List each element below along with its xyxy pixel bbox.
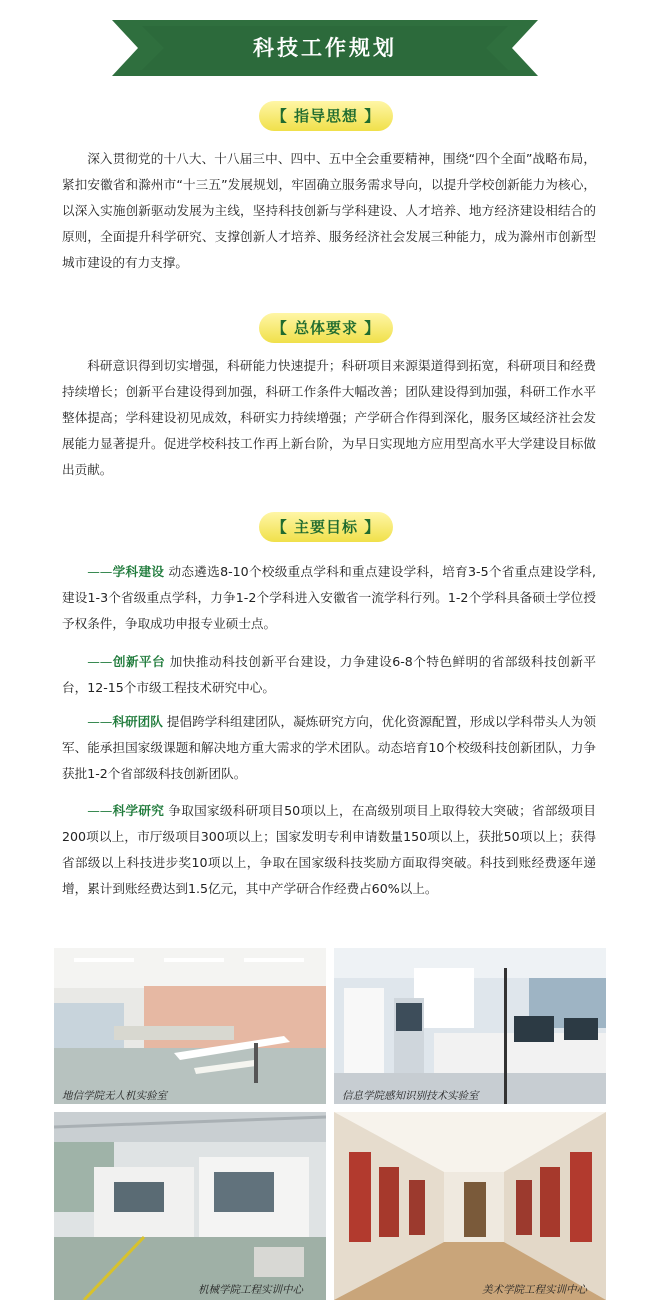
goal-text: 争取国家级科研项目50项以上，在高级别项目上取得较大突破；省部级项目200项以上，市厅级项目300项以上；国家发明专利申请数量150项以上，获批50项以上；获得省部级以上科技进步奖10项以上，争取在国家级科技奖励方面取得突破。科技到账经费逐年递增，累计到账经费达到1.5亿元，其中产学研合作经费占60%以上。	[62, 803, 597, 896]
title-banner	[112, 20, 538, 76]
section-heading-goals: 【 主要目标 】	[259, 512, 393, 542]
photo-mechanical-center	[54, 1112, 326, 1300]
goal-item	[62, 709, 596, 787]
goal-dash: ——	[87, 564, 113, 579]
section-heading-guiding: 【 指导思想 】	[259, 101, 393, 131]
goal-key: 科学研究	[112, 803, 165, 818]
goal-dash: ——	[87, 803, 113, 818]
goal-key: 创新平台	[112, 654, 166, 669]
photo-caption: 信息学院感知识别技术实验室	[342, 1090, 479, 1102]
goal-text: 动态遴选8-10个校级重点学科和重点建设学科，培育3-5个省重点建设学科,建设1-3个省级重点学科，力争1-2个学科进入安徽省一流学科行列。1-2个学科具备硕士学位授予权条件，争取成功申报专业硕士点。	[62, 564, 596, 631]
photo-caption: 机械学院工程实训中心	[198, 1284, 303, 1296]
goal-dash: ——	[87, 714, 113, 729]
goal-item	[62, 559, 596, 637]
goal-text: 提倡跨学科组建团队，凝炼研究方向，优化资源配置，形成以学科带头人为领军、能承担国家级课题和解决地方重大需求的学术团队。动态培育10个校级科技创新团队，力争获批1-2个省部级科技创新团队。	[62, 714, 596, 781]
guiding-paragraph: 深入贯彻党的十八大、十八届三中、四中、五中全会重要精神，围绕“四个全面”战略布局，紧扣安徽省和滁州市“十三五”发展规划，牢固确立服务需求导向，以提升学校创新能力为核心，以深入实施创新驱动发展为主线，坚持科技创新与学科建设、人才培养、地方经济建设相结合的原则，全面提升科学研究、支撑创新人才培养、服务经济社会发展三种能力，成为滁州市创新型城市建设的有力支撑。	[62, 151, 596, 270]
page-title: 科技工作规划	[253, 36, 397, 60]
goal-item	[62, 649, 596, 701]
goal-key: 科研团队	[112, 714, 163, 729]
goal-text: 加快推动科技创新平台建设，力争建设6-8个特色鲜明的省部级科技创新平台，12-15个市级工程技术研究中心。	[62, 654, 596, 695]
goal-dash: ——	[87, 654, 113, 669]
section-heading-overall: 【 总体要求 】	[259, 313, 393, 343]
overall-paragraph: 科研意识得到切实增强，科研能力快速提升；科研项目来源渠道得到拓宽，科研项目和经费持续增长；创新平台建设得到加强，科研工作条件大幅改善；团队建设得到加强，科研工作水平整体提高；学科建设初见成效，科研实力持续增强；产学研合作得到深化，服务区域经济社会发展能力显著提升。促进学校科技工作再上新台阶，为早日实现地方应用型高水平大学建设目标做出贡献。	[62, 358, 596, 477]
photo-drone-lab	[54, 948, 326, 1104]
photo-sensing-lab	[334, 948, 606, 1104]
goal-item	[62, 798, 596, 902]
photo-caption: 地信学院无人机实验室	[62, 1090, 167, 1102]
photo-caption: 美术学院工程实训中心	[482, 1284, 587, 1296]
photo-art-center	[334, 1112, 606, 1300]
goal-key: 学科建设	[112, 564, 165, 579]
